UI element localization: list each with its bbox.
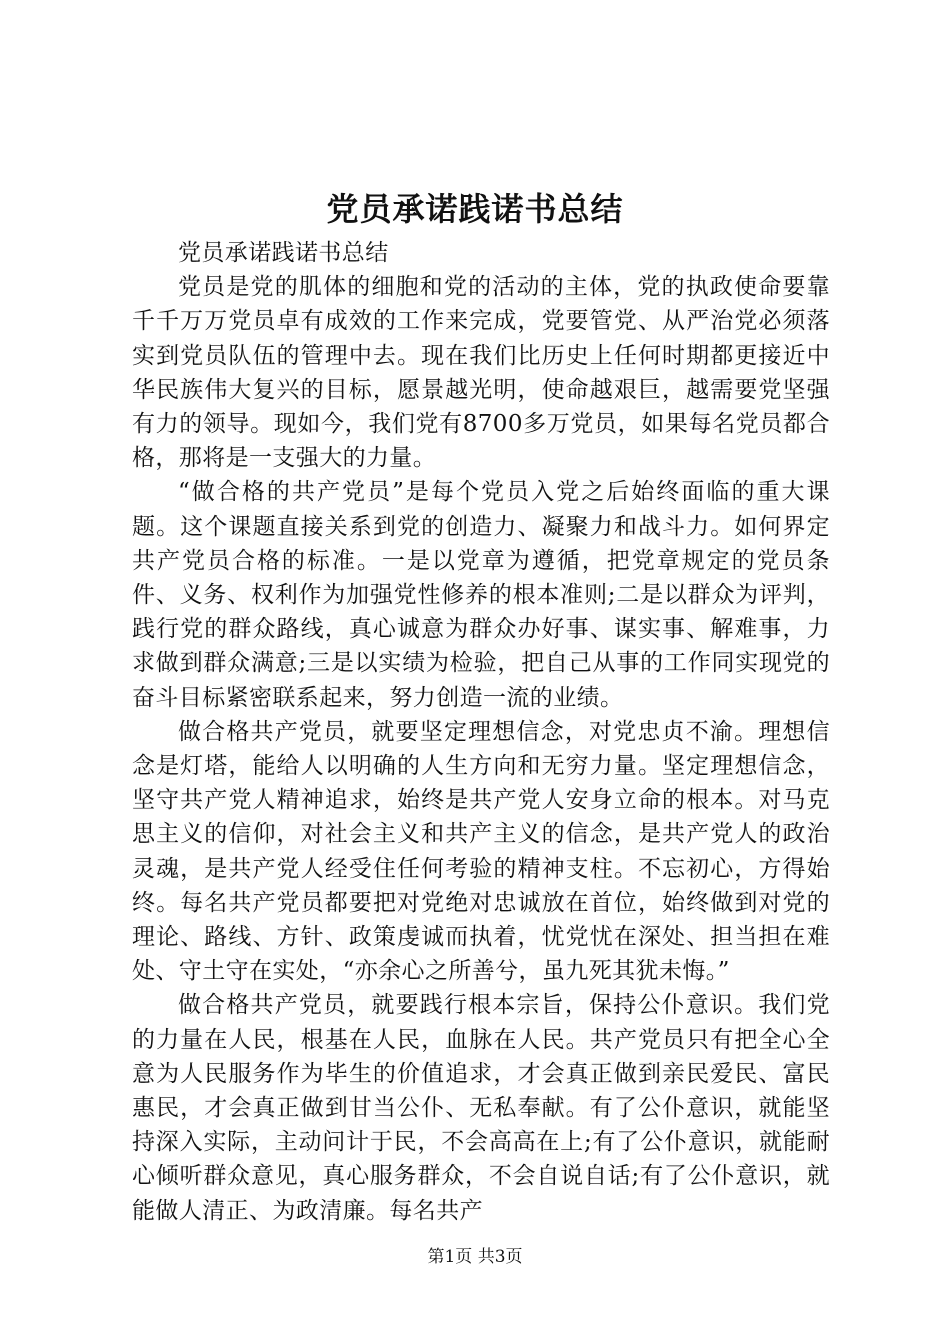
paragraph-1: 党员是党的肌体的细胞和党的活动的主体，党的执政使命要靠千千万万党员卓有成效的工作来完成，党要管党、从严治党必须落实到党员队伍的管理中去。现在我们比历史上任何时期都更接近中华民族伟大复兴的目标，愿景越光明，使命越艰巨，越需要党坚强有力的领导。现如今，我们党有8700多万党员，如果每名党员都合格，那将是一支强大的力量。 bbox=[132, 274, 830, 472]
page-title: 党员承诺践诺书总结 bbox=[326, 190, 624, 228]
paragraph-4: 做合格共产党员，就要践行根本宗旨，保持公仆意识。我们党的力量在人民，根基在人民，血脉在人民。共产党员只有把全心全意为人民服务作为毕生的价值追求，才会真正做到亲民爱民、富民惠民，才会真正做到甘当公仆、无私奉献。有了公仆意识，就能坚持深入实际，主动问计于民，不会高高在上;有了公仆意识，就能耐心倾听群众意见，真心服务群众，不会自说自话;有了公仆意识，就能做人清正、为政清廉。每名共产 bbox=[132, 992, 830, 1224]
paragraph-subtitle: 党员承诺践诺书总结 bbox=[178, 240, 389, 266]
page-number-footer: 第1页 共3页 bbox=[427, 1247, 523, 1267]
document-body bbox=[132, 236, 830, 1228]
paragraph-2: “做合格的共产党员”是每个党员入党之后始终面临的重大课题。这个课题直接关系到党的创造力、凝聚力和战斗力。如何界定共产党员合格的标准。一是以党章为遵循，把党章规定的党员条件、义务、权利作为加强党性修养的根本准则;二是以群众为评判，践行党的群众路线，真心诚意为群众办好事、谋实事、解难事，力求做到群众满意;三是以实绩为检验，把自己从事的工作同实现党的奋斗目标紧密联系起来，努力创造一流的业绩。 bbox=[132, 479, 830, 711]
paragraph-3: 做合格共产党员，就要坚定理想信念，对党忠贞不渝。理想信念是灯塔，能给人以明确的人生方向和无穷力量。坚定理想信念，坚守共产党人精神追求，始终是共产党人安身立命的根本。对马克思主义的信仰，对社会主义和共产主义的信念，是共产党人的政治灵魂，是共产党人经受住任何考验的精神支柱。不忘初心，方得始终。每名共产党员都要把对党绝对忠诚放在首位，始终做到对党的理论、路线、方针、政策虔诚而执着，忧党忧在深处、担当担在难处、守土守在实处，“亦余心之所善兮，虽九死其犹未悔。” bbox=[132, 718, 830, 985]
